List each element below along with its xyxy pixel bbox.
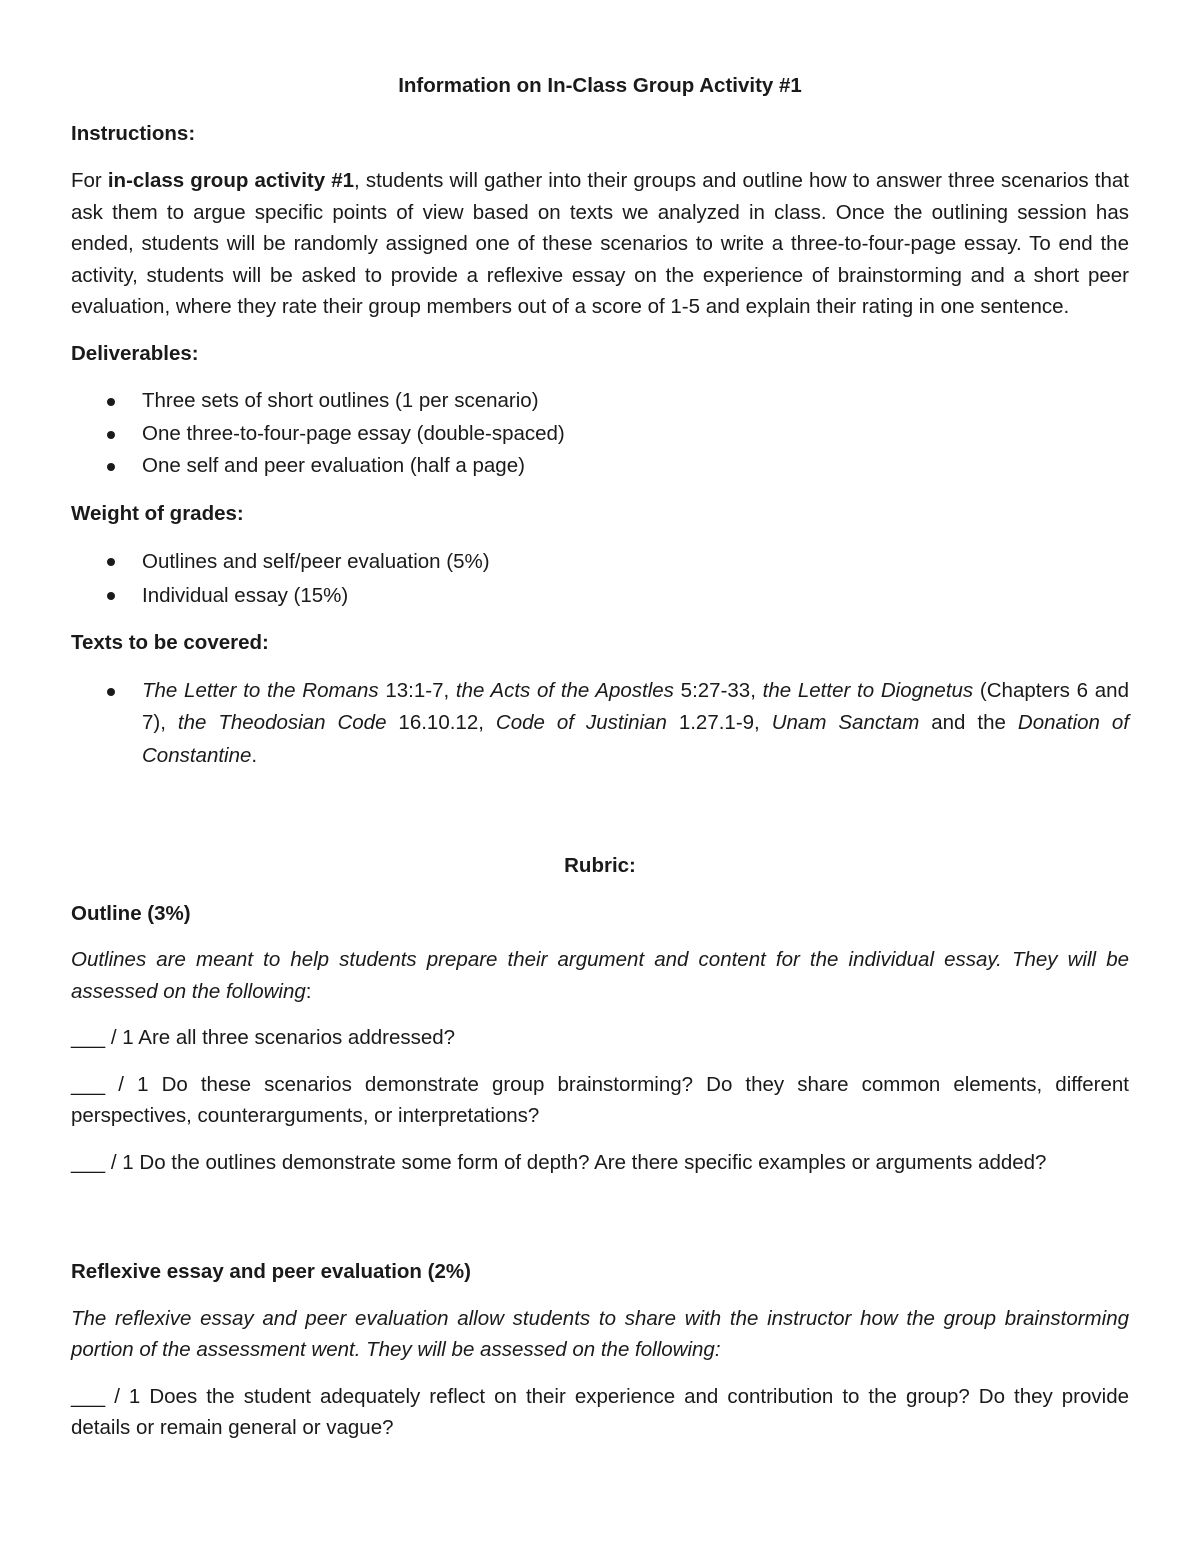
score-blank[interactable]: ___: [71, 1026, 106, 1049]
bullet-icon: [107, 463, 115, 471]
text-ref: .: [251, 743, 258, 767]
outline-intro-colon: :: [305, 979, 312, 1003]
instructions-lead: For: [71, 169, 108, 192]
bullet-icon: [107, 558, 115, 566]
instructions-body: , students will gather into their groups and outline how to answer three scenarios that ask them to argue specific points of view based on texts we analyzed in class. Once the outlining session has ended, students will be randomly assigned one of these scenarios to write a three-to-four-page essay. To end the activity, students will be asked to provide a reflexive essay on the experience of brainstorming and a short peer evaluation, where they rate their group members out of a score of 1-5 and explain their rating in one sentence.: [71, 169, 1129, 318]
list-item: [142, 450, 1129, 483]
score-blank[interactable]: ___: [71, 1384, 106, 1408]
outline-heading: Outline (3%): [71, 901, 191, 925]
weights-list: [71, 545, 1129, 613]
text-ref: (Chapters 6 and 7),: [142, 678, 1129, 734]
list-item-text: One three-to-four-page essay (double-spaced): [142, 421, 565, 445]
rubric-heading: Rubric:: [564, 854, 636, 877]
instructions-bold-term: in-class group activity #1: [107, 169, 355, 192]
rubric-criterion: [71, 1147, 1129, 1179]
list-item-text: One self and peer evaluation (half a page): [142, 454, 525, 477]
text-title: the Theodosian Code: [177, 711, 387, 734]
texts-heading: Texts to be covered:: [71, 631, 269, 654]
bullet-icon: [107, 431, 115, 439]
outline-intro-text: Outlines are meant to help students prepare their argument and content for the individual essay. They will be assessed on the following: [71, 948, 1129, 1003]
texts-list: [71, 675, 1129, 773]
list-item: [142, 579, 1129, 613]
text-title: Unam Sanctam: [771, 711, 920, 734]
criterion-text: / 1 Do these scenarios demonstrate group brainstorming? Do they share common elements, different perspectives, counterarguments, or interpretations?: [71, 1072, 1129, 1127]
reflexive-intro: [71, 1303, 1129, 1366]
text-title: Donation of Constantine: [142, 711, 1130, 767]
list-item: [142, 385, 1129, 418]
reflexive-intro-text: The reflexive essay and peer evaluation allow students to share with the instructor how the group brainstorming portion of the assessment went. They will be assessed on the following:: [71, 1306, 1129, 1361]
text-title: the Acts of the Apostles: [455, 678, 674, 702]
reflexive-heading: Reflexive essay and peer evaluation (2%): [71, 1260, 471, 1283]
text-title: the Letter to Diognetus: [762, 678, 974, 702]
rubric-criterion: [71, 1022, 1129, 1054]
list-item: [142, 675, 1129, 773]
bullet-icon: [107, 592, 115, 600]
list-item: [142, 545, 1129, 579]
score-blank[interactable]: ___: [71, 1072, 106, 1096]
list-item-text: Outlines and self/peer evaluation (5%): [142, 550, 490, 573]
instructions-paragraph: [71, 165, 1129, 323]
list-item-text: Three sets of short outlines (1 per scenario): [142, 389, 539, 412]
weights-heading: Weight of grades:: [71, 501, 244, 525]
text-title: The Letter to the Romans: [142, 678, 379, 702]
text-ref: and the: [919, 711, 1018, 734]
deliverables-heading: Deliverables:: [71, 341, 199, 365]
rubric-criterion: [71, 1381, 1129, 1444]
outline-intro: [71, 944, 1129, 1007]
list-item-text: Individual essay (15%): [142, 584, 349, 607]
criterion-text: / 1 Does the student adequately reflect on their experience and contribution to the group? Do they provide details or remain general or vague?: [71, 1384, 1129, 1439]
bullet-icon: [107, 398, 115, 406]
rubric-criterion: [71, 1069, 1129, 1132]
text-ref: 5:27-33,: [673, 678, 763, 702]
deliverables-list: [71, 385, 1129, 483]
criterion-text: / 1 Do the outlines demonstrate some form of depth? Are there specific examples or arguments added?: [105, 1150, 1047, 1174]
instructions-heading: Instructions:: [71, 121, 196, 145]
score-blank[interactable]: ___: [71, 1150, 106, 1174]
text-ref: 13:1-7,: [378, 678, 456, 702]
criterion-text: / 1 Are all three scenarios addressed?: [105, 1026, 456, 1049]
text-ref: 16.10.12,: [386, 711, 496, 734]
page-title: Information on In-Class Group Activity #1: [398, 74, 802, 97]
bullet-icon: [107, 688, 115, 696]
text-title: Code of Justinian: [495, 711, 667, 734]
list-item: [142, 418, 1129, 451]
text-ref: 1.27.1-9,: [666, 711, 772, 734]
